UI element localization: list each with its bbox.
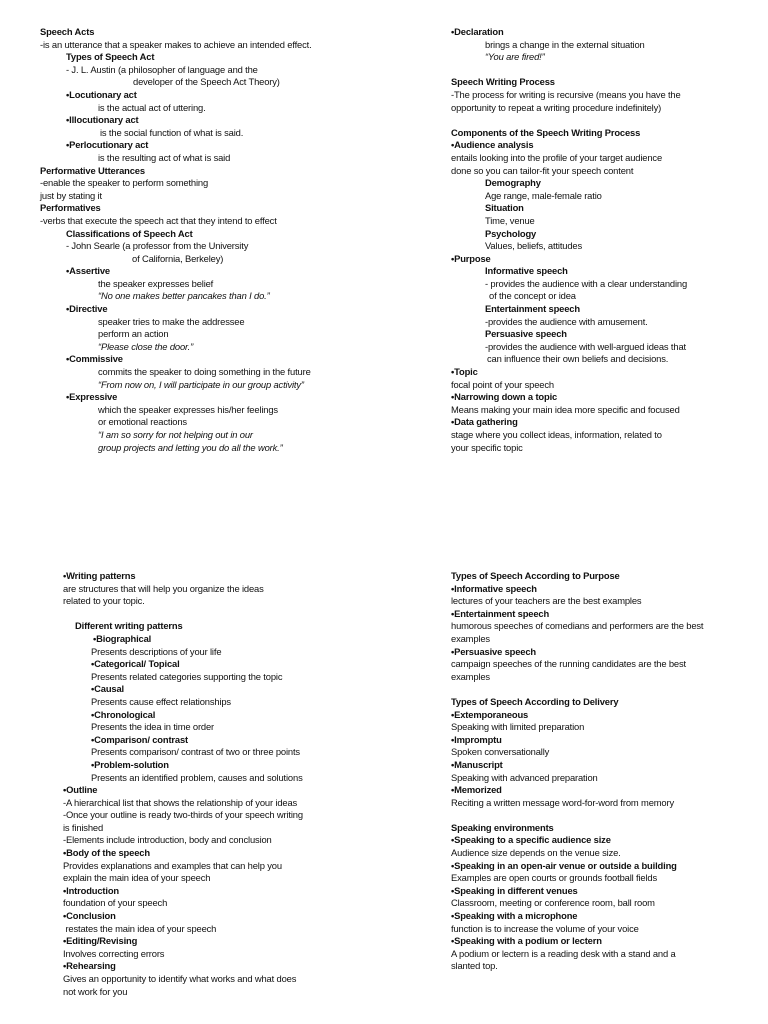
heading-line: Components of the Speech Writing Process [451,126,641,138]
heading-line: Entertainment speech [485,303,580,315]
text-line: or emotional reactions [98,416,187,428]
text-line: Spoken conversationally [451,746,550,758]
heading-line: •Directive [66,303,108,315]
text-line: Involves correcting errors [63,947,165,959]
text-line: perform an action [98,328,169,340]
text-line: which the speaker expresses his/her feelings [98,403,278,415]
text-line: - provides the audience with a clear understanding [485,277,688,289]
text-line: speaker tries to make the addressee [98,315,245,327]
text-line: lectures of your teachers are the best examples [451,595,642,607]
heading-line: •Speaking to a specific audience size [451,834,611,846]
top-left-column [40,26,340,454]
heading-line: •Commissive [66,353,123,365]
text-line: stage where you collect ideas, information, related to [451,429,662,440]
text-line [451,64,751,77]
text-line: not work for you [63,985,128,997]
heading-line: •Purpose [451,252,491,264]
text-line: group projects and letting you do all the work.” [98,441,283,453]
heading-line: Classifications of Speech Act [66,227,193,239]
text-line: Means making your main idea more specific and focused [451,403,680,415]
heading-line: •Outline [63,784,98,796]
text-line: -is an utterance that a speaker makes to achieve an intended effect. [40,38,312,50]
heading-line: •Editing/Revising [63,935,138,947]
text-line: humorous speeches of comedians and performers are the best [451,620,704,632]
text-line: is the resulting act of what is said [98,151,231,163]
text-line: Speaking with limited preparation [451,721,585,733]
text-line: is finished [63,821,104,833]
text-line [451,114,751,127]
bottom-right-column [451,570,751,973]
heading-line: •Categorical/ Topical [91,658,180,670]
heading-line: Persuasive speech [485,328,567,340]
heading-line: Types of Speech Act [66,51,155,63]
heading-line: •Speaking with a podium or lectern [451,935,602,947]
text-line: is the actual act of uttering. [98,101,206,113]
heading-line: •Problem-solution [91,758,169,770]
heading-line: Speaking environments [451,821,554,833]
text-line: Presents the idea in time order [91,721,215,733]
heading-line: •Impromptu [451,733,502,745]
text-line: Examples are open courts or grounds football fields [451,872,658,884]
heading-line: •Body of the speech [63,847,150,859]
text-line: -The process for writing is recursive (means you have the [451,88,681,100]
heading-line: •Audience analysis [451,139,534,151]
text-line: -Elements include introduction, body and conclusion [63,834,272,846]
text-line: examples [451,632,490,644]
text-line: foundation of your speech [63,897,168,909]
text-line: Speaking with advanced preparation [451,771,598,783]
text-line: opportunity to repeat a writing procedure indefinitely) [451,101,662,113]
text-line: “From now on, I will participate in our group activity” [98,378,304,390]
text-line: - John Searle (a professor from the University [66,240,249,252]
text-line: “You are fired!” [485,51,545,63]
heading-line: •Expressive [66,391,118,403]
text-line: Presents descriptions of your life [91,645,222,657]
heading-line: •Comparison/ contrast [91,733,189,745]
text-line: focal point of your speech [451,378,554,390]
heading-line: Types of Speech According to Purpose [451,570,620,581]
heading-line: •Persuasive speech [451,645,537,657]
text-line: - J. L. Austin (a philosopher of language and the [66,63,258,75]
top-right-column [451,26,751,454]
heading-line: •Chronological [91,708,156,720]
heading-line: Different writing patterns [75,620,183,632]
heading-line: •Memorized [451,784,502,796]
text-line [451,809,751,822]
text-line: -enable the speaker to perform something [40,177,209,189]
text-line: Presents cause effect relationships [91,695,231,707]
text-line: Age range, male-female ratio [485,189,602,201]
text-line: is the social function of what is said. [100,126,244,138]
text-line: function is to increase the volume of your voice [451,922,639,934]
heading-line: •Causal [91,683,124,695]
text-line: -provides the audience with well-argued ideas that [485,340,686,352]
heading-line: Psychology [485,227,537,239]
text-line: -verbs that execute the speech act that they intend to effect [40,214,277,226]
text-line: of California, Berkeley) [132,252,224,264]
text-line: campaign speeches of the running candidates are the best [451,658,686,670]
text-line [451,683,751,696]
heading-line: •Biographical [93,632,152,644]
text-line: commits the speaker to doing something in the future [98,366,311,378]
text-line: Presents comparison/ contrast of two or three points [91,746,300,758]
heading-line: Performative Utterances [40,164,145,176]
text-line: Gives an opportunity to identify what works and what does [63,973,297,984]
heading-line: Speech Writing Process [451,76,555,88]
text-line: developer of the Speech Act Theory) [133,76,280,88]
heading-line: Situation [485,202,524,214]
text-line: “I am so sorry for not helping out in our [98,429,253,440]
heading-line: •Entertainment speech [451,607,550,619]
text-line: Values, beliefs, attitudes [485,240,583,252]
text-line: Reciting a written message word-for-word from memory [451,796,674,808]
text-line: restates the main idea of your speech [63,922,217,934]
heading-line: Informative speech [485,265,568,277]
bottom-left-column [63,570,363,998]
heading-line: Performatives [40,202,101,214]
text-line: explain the main idea of your speech [63,872,211,884]
heading-line: •Assertive [66,265,110,277]
heading-line: •Narrowing down a topic [451,391,558,403]
text-line: brings a change in the external situation [485,38,645,50]
heading-line: •Extemporaneous [451,708,529,720]
heading-line: •Speaking in different venues [451,884,578,896]
text-line: slanted top. [451,960,498,972]
heading-line: •Speaking with a microphone [451,910,578,922]
text-line: A podium or lectern is a reading desk with a stand and a [451,947,676,959]
text-line: -A hierarchical list that shows the relationship of your ideas [63,796,298,808]
heading-line: Demography [485,177,541,189]
heading-line: Types of Speech According to Delivery [451,695,619,707]
text-line: -Once your outline is ready two-thirds of your speech writing [63,809,303,821]
text-line: entails looking into the profile of your target audience [451,151,663,163]
heading-line: •Conclusion [63,910,116,922]
heading-line: •Informative speech [451,582,537,594]
heading-line: •Perlocutionary act [66,139,149,151]
heading-line: •Data gathering [451,416,518,428]
heading-line: •Introduction [63,884,120,896]
text-line: just by stating it [40,189,102,201]
text-line: can influence their own beliefs and decisions. [487,353,669,365]
text-line: Classroom, meeting or conference room, ball room [451,897,655,909]
heading-line: Speech Acts [40,26,95,37]
text-line: related to your topic. [63,595,145,607]
heading-line: •Writing patterns [63,570,136,581]
text-line: done so you can tailor-fit your speech content [451,164,634,176]
text-line: of the concept or idea [489,290,576,302]
text-line: Provides explanations and examples that can help you [63,859,282,871]
heading-line: •Illocutionary act [66,114,139,126]
text-line: Time, venue [485,214,535,226]
text-line: Presents an identified problem, causes and solutions [91,771,303,783]
text-line: “No one makes better pancakes than I do.” [98,290,270,302]
text-line: the speaker expresses belief [98,277,214,289]
heading-line: •Locutionary act [66,88,137,100]
heading-line: •Speaking in an open-air venue or outside a building [451,859,677,871]
text-line: -provides the audience with amusement. [485,315,648,327]
text-line: Audience size depends on the venue size. [451,847,621,859]
text-line [63,608,363,621]
heading-line: •Rehearsing [63,960,116,972]
text-line: are structures that will help you organize the ideas [63,582,264,594]
text-line: “Please close the door.” [98,340,194,352]
heading-line: •Manuscript [451,758,503,770]
text-line: your specific topic [451,441,523,453]
heading-line: •Declaration [451,26,504,37]
text-line: examples [451,670,490,682]
text-line: Presents related categories supporting the topic [91,670,283,682]
heading-line: •Topic [451,366,478,378]
